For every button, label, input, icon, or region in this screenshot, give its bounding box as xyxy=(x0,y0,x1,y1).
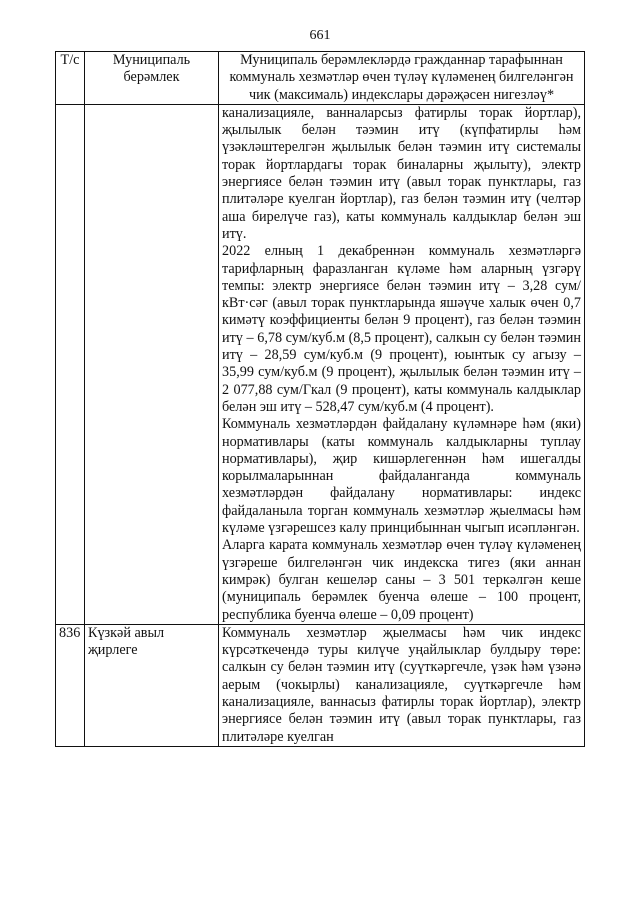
header-no: Т/с xyxy=(56,52,85,105)
page-number: 661 xyxy=(309,28,331,43)
row-municipality xyxy=(85,104,219,624)
table-row xyxy=(56,624,585,746)
row-number xyxy=(56,104,85,624)
paragraph: канализацияле, ванналарсыз фатирлы торак йортлар), җылылык белән тәэмин итү (күпфатирлы һәм үзәкләштерелгән җылылык белән тәэмин итү системалы торак йортлардагы торак биналарны җылыту), электр энергиясе белән тәэмин итү (авыл торак пунктлары, газ плитәләре куелган йортлар), газ белән тәэмин итү (челтәр аша бирелүче газ), каты коммуналь калдыклар белән эш итү. xyxy=(222,104,581,242)
table-header-row xyxy=(56,52,585,105)
header-description: Муниципаль берәмлекләрдә гражданнар тарафыннан коммуналь хезмәтләр өчен түләү күләменең билгеләнгән чик (максималь) индекслары дәрәҗәсен нигезләү* xyxy=(219,52,585,105)
table-row xyxy=(56,104,585,624)
paragraph: Аларга карата коммуналь хезмәтләр өчен түләү күләменең үзгәреше билгеләнгән чик индекска тигез (яки аннан кимрәк) булган кешеләр саны – 3 501 теркәлгән кеше (муниципаль берәмлек буенча өлеше – 100 процент, республика буенча өлеше – 0,09 процент) xyxy=(222,537,581,623)
header-municipality: Муниципаль берәмлек xyxy=(85,52,219,105)
row-municipality: Күзкәй авыл җирлеге xyxy=(85,624,219,746)
row-description xyxy=(219,104,585,624)
row-description xyxy=(219,624,585,746)
row-number: 836 xyxy=(56,624,85,746)
paragraph: 2022 елның 1 декабреннән коммуналь хезмәтләргә тарифларның фаразланган күләме һәм аларның үзгәрү темпы: электр энергиясе белән тәэмин итү – 3,28 сум/кВт·сәг (авыл торак пунктларында яшәүче халык өчен 0,7 кимәтү коэффициенты белән 9 процент), газ белән тәэмин итү – 6,78 сум/куб.м (8,5 процент), салкын су белән тәэмин итү – 28,59 сум/куб.м (9 процент), юынтык су агызу – 35,99 сум/куб.м (9 процент), җылылык белән тәэмин итү – 2 077,88 сум/Гкал (9 процент), каты коммуналь калдыклар белән эш итү – 528,47 сум/куб.м (4 процент). xyxy=(222,243,581,415)
paragraph: Коммуналь хезмәтләрдән файдалану күләмнәре һәм (яки) нормативлары (каты коммуналь калдыкларны туплау нормативлары), җир кишәрлегеннән һәм ишегалды корылмаларыннан файдаланганда коммуналь хезмәтләрдән файдалану нормативлары: индекс файдаланыла торган коммуналь хезмәтләр җыелмасы һәм күләме үзгәрешсез калу принцибыннан чыгып исәпләнгән. xyxy=(222,416,581,537)
paragraph: Коммуналь хезмәтләр җыелмасы һәм чик индекс күрсәткечендә туры килүче уңайлыклар булдыру төре: салкын су белән тәэмин итү (суүткәргечле, үзәк һәм үзәнә аерым (чокырлы) канализацияле, суүткәргечле һәм канализацияле, ваннасыз фатирлы торак йортлар), электр энергиясе белән тәэмин итү (авыл торак пунктлары, газ плитәләре куелган xyxy=(222,624,581,745)
municipal-index-table xyxy=(55,51,585,747)
